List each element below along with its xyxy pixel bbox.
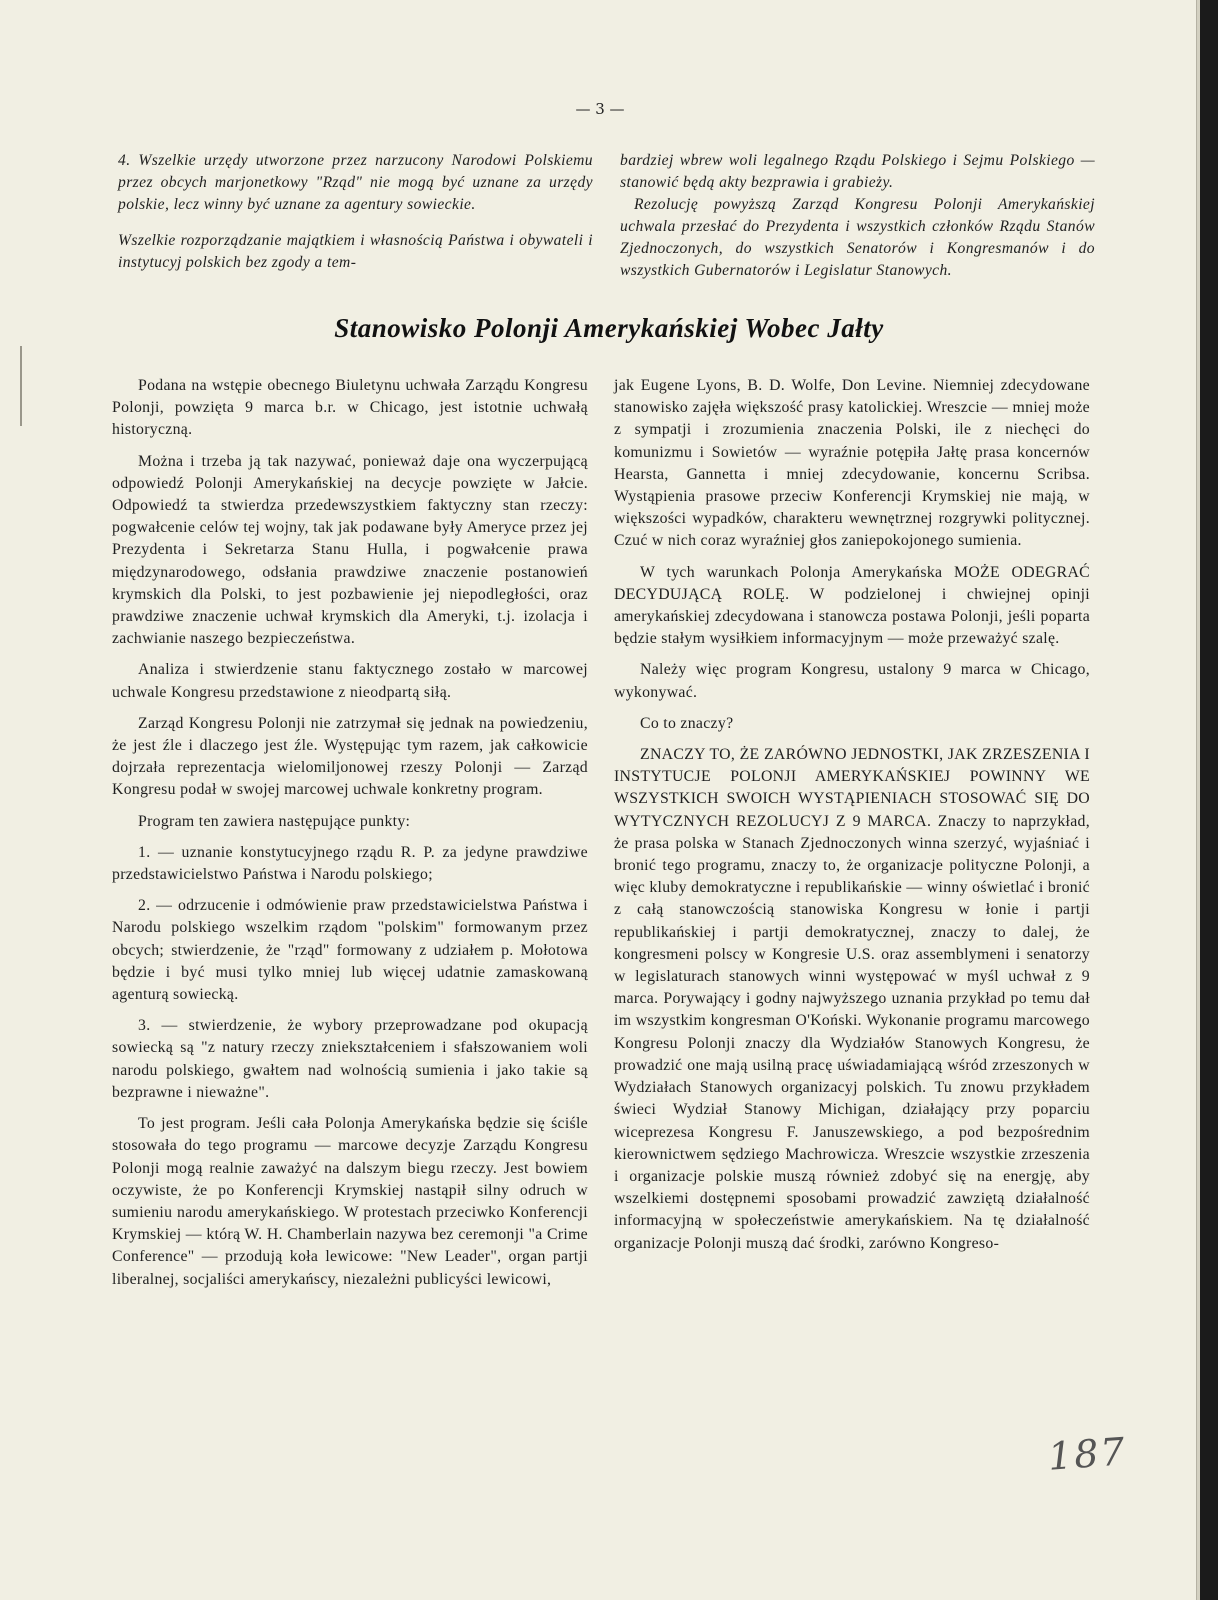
program-point: 2. — odrzucenie i odmówienie praw przedstawicielstwa Państwa i Narodu polskiego wszelkim rządom "polskim" formowanym przez obcych; stwierdzenie, że "rząd" formowany z udziałem p. Mołotowa będzie i być musi tylko mniej lub więcej udatnie zamaskowaną agenturą sowiecką. xyxy=(112,897,588,1004)
resolution-continuation-left xyxy=(118,150,593,288)
page-number: — 3 — xyxy=(575,100,625,118)
article-paragraph: ZNACZY TO, ŻE ZARÓWNO JEDNOSTKI, JAK ZRZESZENIA I INSTYTUCJE POLONJI AMERYKAŃSKIEJ POWINNY WE WSZYSTKICH SWOICH WYSTĄPIENIACH STOSOWAĆ SIĘ DO WYTYCZNYCH REZOLUCYJ Z 9 MARCA. Znaczy to naprzykład, że prasa polska w Stanach Zjednoczonych winna szerzyć, wyjaśniać i bronić tego programu, znaczy to, że organizacje polityczne Polonji, a więc kluby demokratyczne i republikańskie — winny oświetlać i bronić z całą stanowczością stanowiska Kongresu w łonie i partji republikańskiej i partji demokratycznej, znaczy to dalej, że kongresmeni polscy w Kongresie U.S. oraz assemblymeni i senatorzy w legislaturach stanowych winni występować w myśl uchwał z 9 marca. Porywający i godny najwyższego uznania przykład po temu dał im wszystkim kongresman O'Koński. Wykonanie programu marcowego Kongresu Polonji znaczy dla Wydziałów Stanowych Kongresu, że prowadzić one mają usilną pracę uświadamiającą wśród zrzeszonych w Wydziałach Stanowych organizacyj polskich. Tu znowu przykładem świeci Wydział Stanowy Michigan, działający przy poparciu wiceprezesa Kongresu F. Januszewskiego, a pod bezpośrednim kierownictwem sędziego Machrowicza. Wreszcie wszystkie zrzeszenia i organizacje polskie muszą również zdobyć się na energję, aby wszelkiemi dostępnemi sposobami prowadzić zawziętą działalność informacyjną w społeczeństwie amerykańskiem. Na tę działalność organizacje Polonji muszą dać środki, zarówno Kongreso- xyxy=(614,746,1090,1252)
page-edge xyxy=(1196,0,1200,1600)
margin-mark xyxy=(20,346,22,426)
article-paragraph: Analiza i stwierdzenie stanu faktycznego zostało w marcowej uchwale Kongresu przedstawione z nieodpartą siłą. xyxy=(112,661,588,701)
article-paragraph: Co to znaczy? xyxy=(640,714,734,732)
article-paragraph: Można i trzeba ją tak nazywać, ponieważ daje ona wyczerpującą odpowiedź Polonji Amerykańskiej na decycje powzięte w Jałcie. Odpowiedź ta stwierdza przedewszystkiem faktyczny stan rzeczy: pogwałcenie celów tej wojny, tak jak podawane były Ameryce przez jej Prezydenta i Sekretarza Stanu Hulla, i pogwałcenie prawa międzynarodowego, odsłania prawdziwe znaczenie postanowień krymskich dla Polski, to jest pozbawienie jej niepodległości, oraz prawdziwe znaczenie uchwał krymskich dla Ameryki, t.j. izolacja i zachwianie naszego bezpieczeństwa. xyxy=(112,452,588,648)
resolution-paragraph: Wszelkie rozporządzanie majątkiem i własnością Państwa i obywateli i instytucyj polskich bez zgody a tem- xyxy=(118,232,593,271)
article-title: Stanowisko Polonji Amerykańskiej Wobec Jałty xyxy=(334,313,884,343)
article-paragraph: Zarząd Kongresu Polonji nie zatrzymał się jednak na powiedzeniu, że jest źle i dlaczego jest źle. Występując tym razem, jak całkowicie dojrzała reprezentacja wielomiljonowej rzeszy Polonji — Zarząd Kongresu podał w swojej marcowej uchwale konkretny program. xyxy=(112,714,588,799)
article-paragraph: W tych warunkach Polonja Amerykańska MOŻE ODEGRAĆ DECYDUJĄCĄ ROLĘ. W podzielonej i chwiejnej opinji amerykańskiej zdecydowana i stanowcza postawa Polonji, jeśli poparta będzie stałym wysiłkiem informacyjnym — może przeważyć szalę. xyxy=(614,563,1090,648)
article-paragraph: To jest program. Jeśli cała Polonja Amerykańska będzie się ściśle stosowała do tego programu — marcowe decyzje Zarządu Kongresu Polonji mogą realnie zaważyć na dalszym biegu rzeczy. Jest bowiem oczywiste, że po Konferencji Krymskiej nastąpił silny odruch w sumieniu narodu amerykańskiego. W protestach przeciwko Konferencji Krymskiej — którą W. H. Chamberlain nazywa bez ceremonji "a Crime Conference" — przodują koła lewicowe: "New Leader", organ partji liberalnej, socjaliści amerykańscy, niezależni publicyści lewicowi, xyxy=(112,1115,588,1288)
handwritten-page-number: 187 xyxy=(1046,1429,1128,1479)
resolution-continuation-right xyxy=(620,150,1095,282)
resolution-paragraph: bardziej wbrew woli legalnego Rządu Polskiego i Sejmu Polskiego — stanowić będą akty bezprawia i grabieży. xyxy=(620,152,1095,191)
article-paragraph: Program ten zawiera następujące punkty: xyxy=(138,812,411,830)
article-paragraph: Podana na wstępie obecnego Biuletynu uchwała Zarządu Kongresu Polonji, powzięta 9 marca b.r. w Chicago, jest istotnie uchwałą historyczną. xyxy=(112,377,588,439)
program-point: 3. — stwierdzenie, że wybory przeprowadzane pod okupacją sowiecką są "z natury rzeczy zniekształceniem i sfałszowaniem woli narodu polskiego, gwałtem nad wolnością sumienia i jako takie są bezprawne i nieważne". xyxy=(112,1017,588,1101)
article-column-left xyxy=(112,375,588,1300)
resolution-paragraph: Rezolucję powyższą Zarząd Kongresu Polonji Amerykańskiej uchwala przesłać do Prezydenta i wszystkich członków Rządu Stanów Zjednoczonych, do wszystkich Senatorów i Kongresmanów i do wszystkich Gubernatorów i Legislatur Stanowych. xyxy=(620,196,1095,279)
article-paragraph: jak Eugene Lyons, B. D. Wolfe, Don Levine. Niemniej zdecydowane stanowisko zajęła większość prasy katolickiej. Wreszcie — mniej może z sympatji i zrozumienia znaczenia Polski, ile z niechęci do komunizmu i Sowietów — wyraźnie potępiła Jałtę prasa koncernów Hearsta, Gannetta i mniej zdecydowanie, koncernu Scribsa. Wystąpienia prasowe przeciw Konferencji Krymskiej nie mają, w większości wypadków, charakteru wewnętrznej rozgrywki politycznej. Czuć w nich coraz wyraźniej głos zaniepokojonego sumienia. xyxy=(614,377,1090,550)
article-column-right xyxy=(614,375,1090,1264)
resolution-paragraph: 4. Wszelkie urzędy utworzone przez narzucony Narodowi Polskiemu przez obcych marjonetkowy "Rząd" nie mogą być uznane za urzędy polskie, lecz winny być uznane za agentury sowieckie. xyxy=(118,152,593,213)
program-point: 1. — uznanie konstytucyjnego rządu R. P. za jedyne prawdziwe przedstawicielstwo Państwa i Narodu polskiego; xyxy=(112,843,588,884)
article-paragraph: Należy więc program Kongresu, ustalony 9 marca w Chicago, wykonywać. xyxy=(614,661,1090,701)
